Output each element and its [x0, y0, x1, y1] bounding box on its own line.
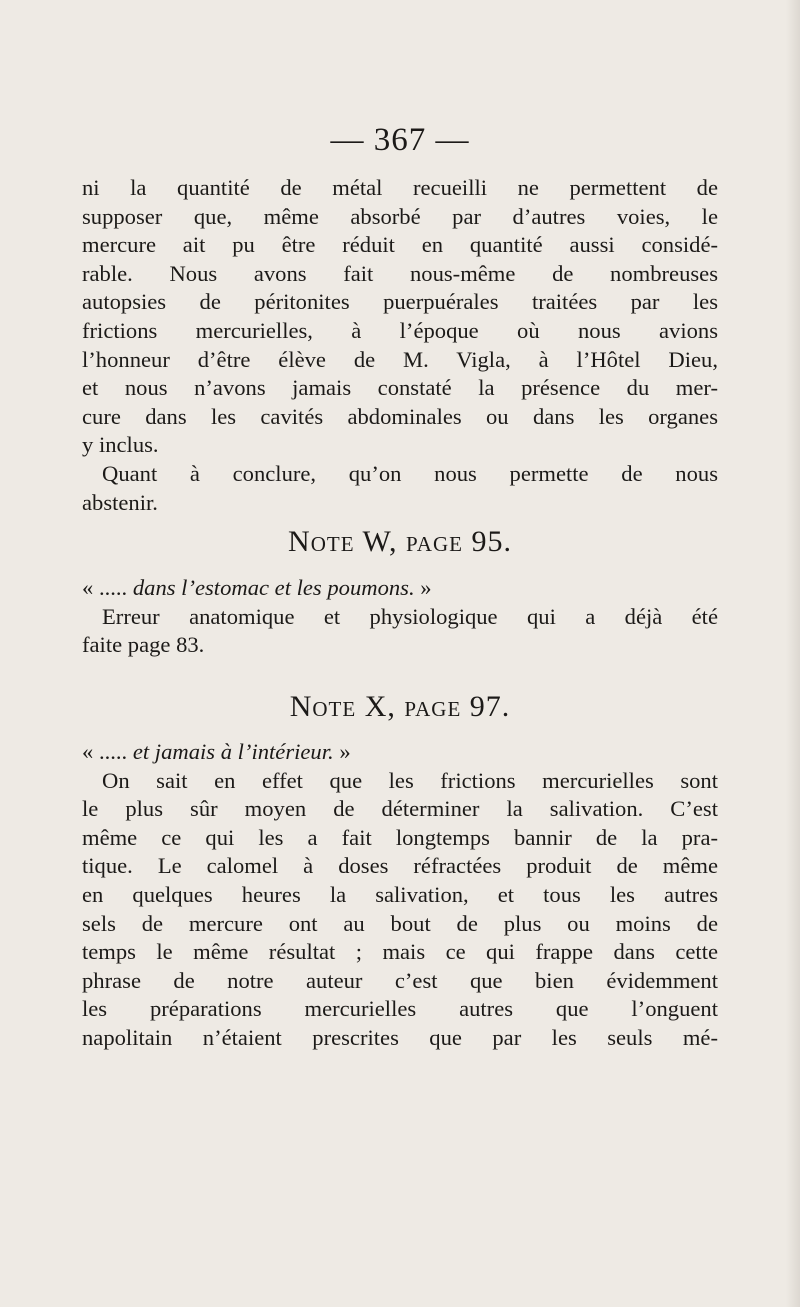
text-line: ni la quantité de métal recueilli ne permettent de — [82, 175, 718, 200]
text-line: le plus sûr moyen de déterminer la salivation. C’est — [82, 796, 718, 822]
text-line: rable. Nous avons fait nous-même de nombreuses — [82, 260, 718, 286]
text-line: y inclus. — [82, 432, 159, 458]
note-x-heading: Note X, page 97. — [289, 690, 511, 723]
text-line: supposer que, même absorbé par d’autres voies, le — [82, 203, 718, 229]
text-line: autopsies de péritonites puerpuérales traitées par les — [82, 289, 718, 315]
note-x-quote: « ..... et jamais à l’intérieur. » — [82, 739, 351, 764]
text-line: phrase de notre auteur c’est que bien évidemment — [82, 967, 718, 993]
note-w-heading: Note W, page 95. — [288, 525, 512, 558]
text-line: en quelques heures la salivation, et tous les autres — [82, 881, 718, 907]
text-line: Erreur anatomique et physiologique qui a déjà été — [102, 603, 718, 629]
text-line: faite page 83. — [82, 632, 205, 658]
text-line: et nous n’avons jamais constaté la présence du mer- — [82, 375, 718, 401]
note-x-body — [82, 738, 718, 1053]
body-paragraph-1 — [82, 174, 718, 460]
text-line: napolitain n’étaient prescrites que par les seuls mé- — [82, 1024, 718, 1050]
text-line: temps le même résultat ; mais ce qui frappe dans cette — [82, 939, 718, 965]
text-line: On sait en effet que les frictions mercurielles sont — [102, 767, 718, 793]
text-line: l’honneur d’être élève de M. Vigla, à l’Hôtel Dieu, — [82, 346, 718, 372]
text-line: mercure ait pu être réduit en quantité aussi considé- — [82, 232, 718, 258]
note-w-quote: « ..... dans l’estomac et les poumons. » — [82, 575, 432, 600]
text-line: abstenir. — [82, 489, 158, 515]
text-line: les préparations mercurielles autres que l’onguent — [82, 996, 718, 1022]
body-paragraph-2 — [82, 460, 718, 517]
page-number: — 367 — — [330, 122, 470, 158]
text-line: tique. Le calomel à doses réfractées produit de même — [82, 853, 718, 879]
text-line: Quant à conclure, qu’on nous permette de nous — [102, 461, 718, 486]
text-line: même ce qui les a fait longtemps bannir de la pra- — [82, 824, 718, 850]
note-w-body — [82, 574, 718, 660]
page-edge-shadow — [786, 0, 800, 1307]
text-line: sels de mercure ont au bout de plus ou moins de — [82, 910, 718, 936]
text-line: frictions mercurielles, à l’époque où nous avions — [82, 317, 718, 343]
text-line: cure dans les cavités abdominales ou dans les organes — [82, 403, 718, 429]
